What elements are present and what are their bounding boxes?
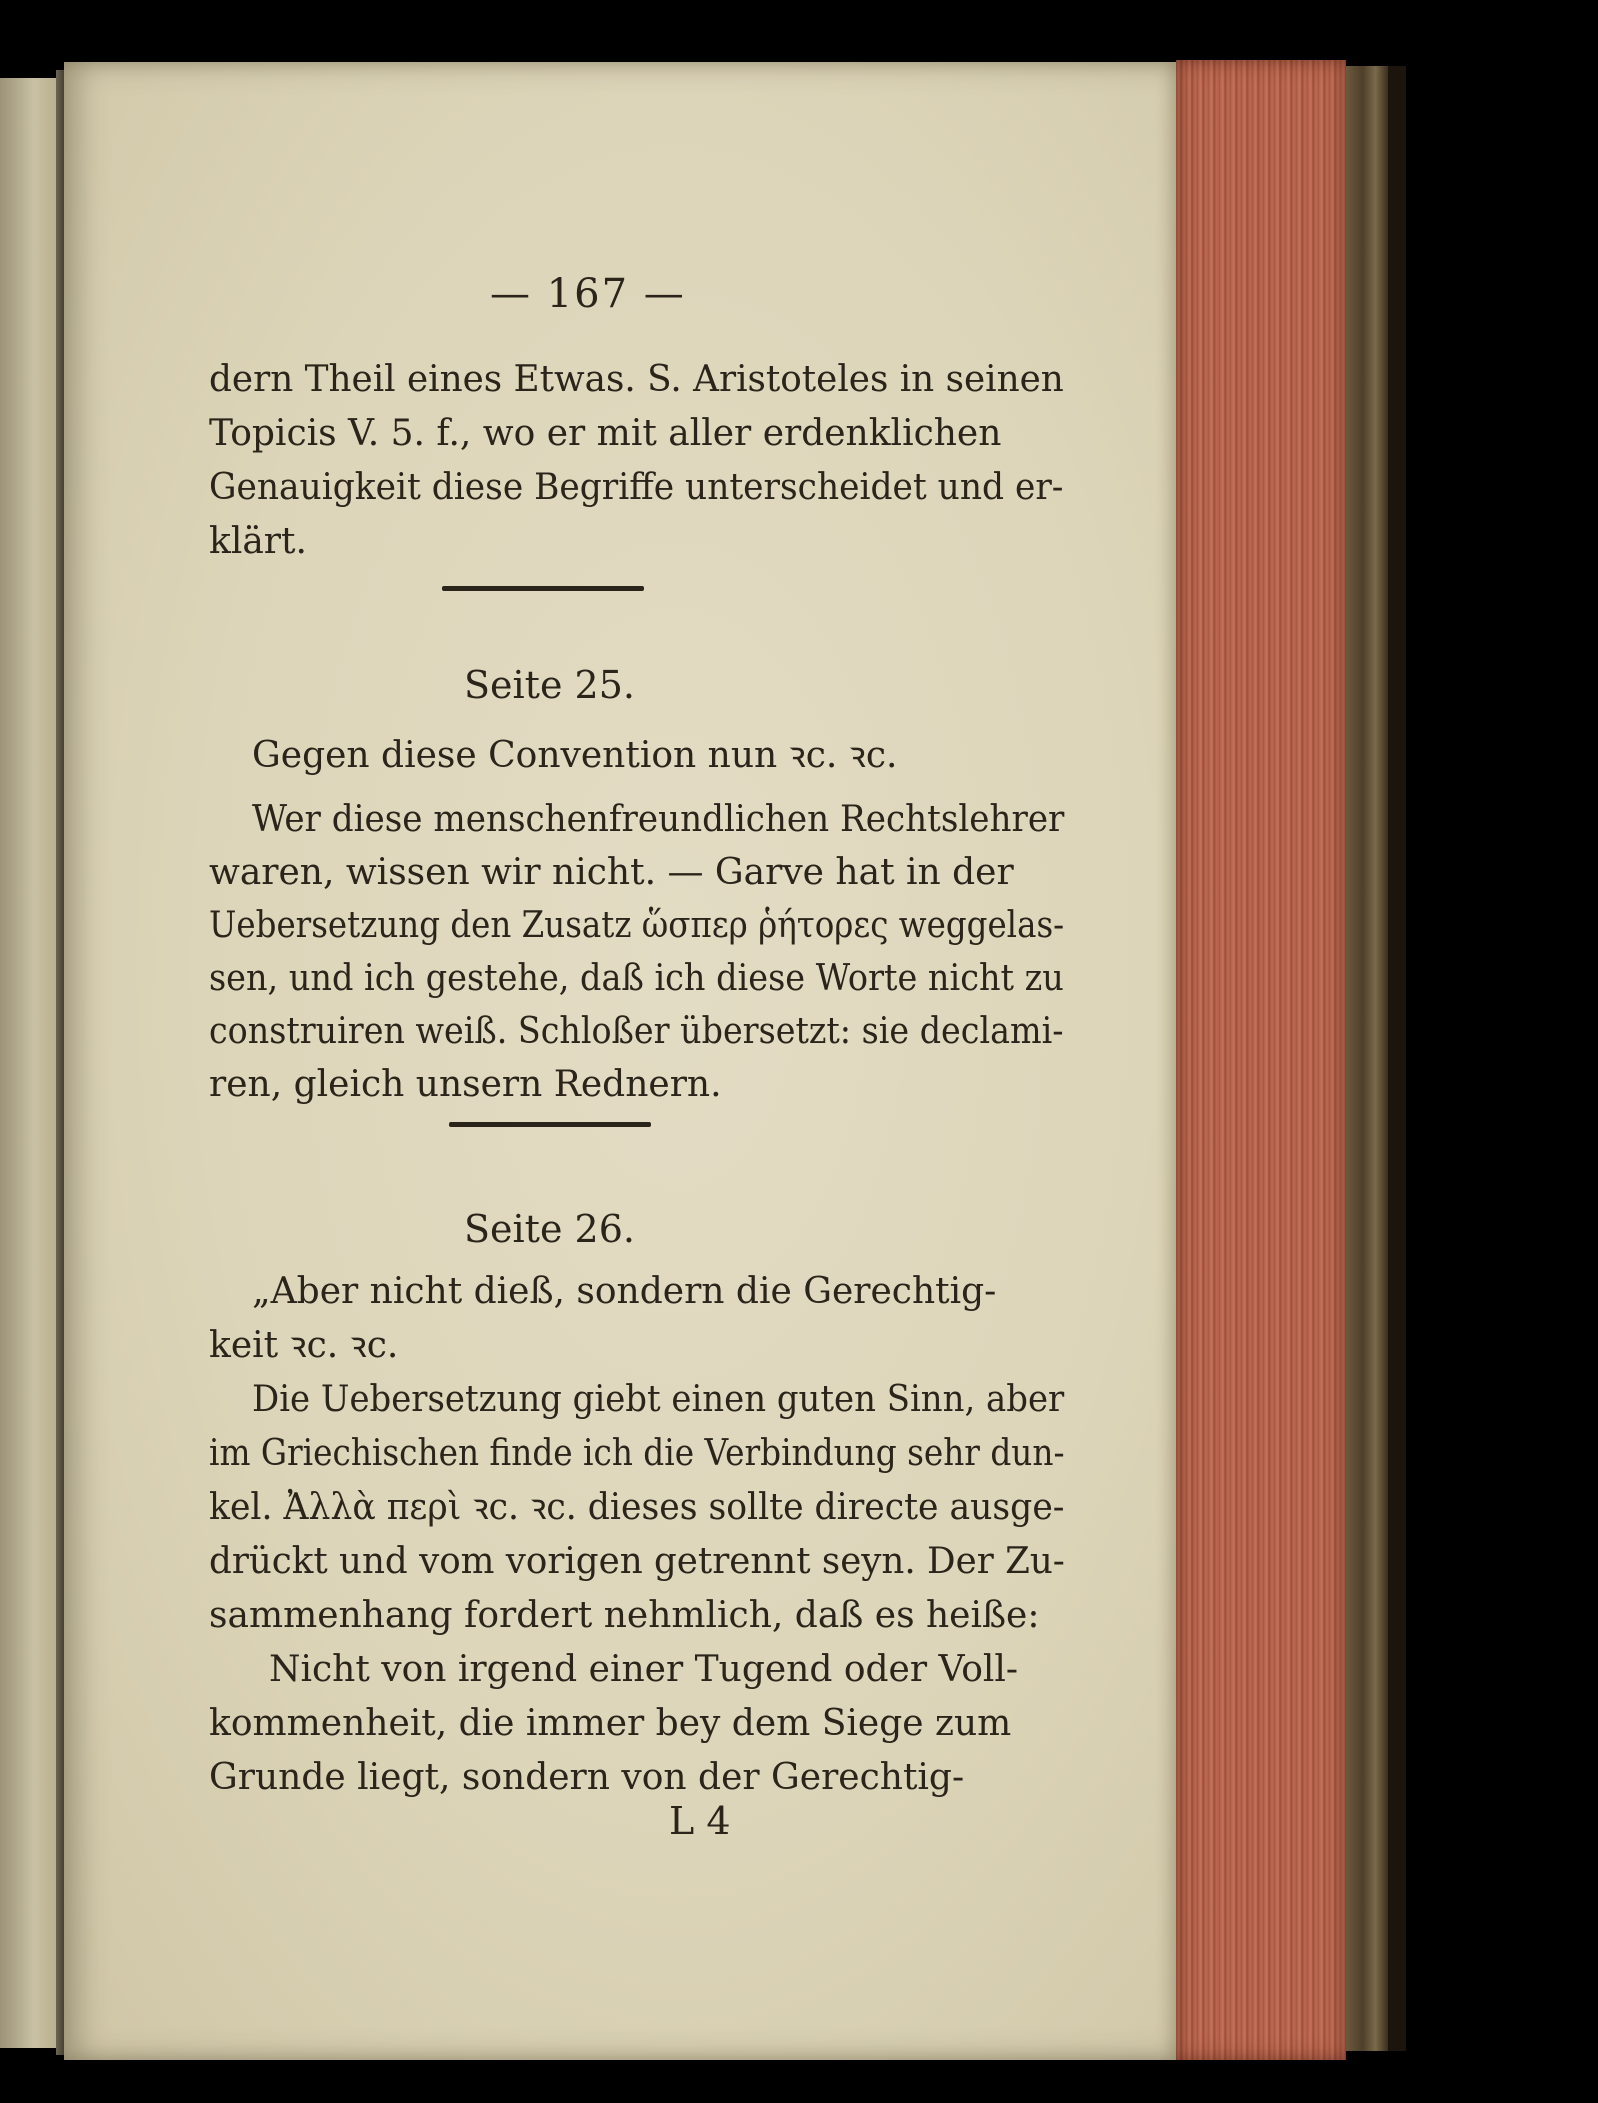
text-line: construiren weiß. Schloßer übersetzt: sie declami- (209, 1011, 1064, 1052)
quoted-line: „Aber nicht dieß, sondern die Gerechtig- (252, 1271, 997, 1312)
section-divider (449, 1122, 651, 1127)
cover-shadow (1388, 66, 1406, 2051)
text-line: kel. Ἀλλὰ περὶ ꝛc. ꝛc. dieses sollte directe ausge- (209, 1487, 1065, 1528)
section-divider (442, 586, 644, 591)
quoted-line: Gegen diese Convention nun ꝛc. ꝛc. (252, 735, 898, 776)
text-line: Genauigkeit diese Begriffe unterscheidet und er- (209, 467, 1064, 508)
section-heading: Seite 25. (464, 663, 635, 707)
printed-page (64, 62, 1176, 2060)
quoted-line: keit ꝛc. ꝛc. (209, 1325, 399, 1366)
text-line: klärt. (209, 521, 307, 562)
text-line: kommenheit, die immer bey dem Siege zum (209, 1703, 1012, 1744)
text-line: Wer diese menschenfreundlichen Rechtslehrer (252, 799, 1065, 840)
text-line: Uebersetzung den Zusatz ὥσπερ ῥήτορες weggelas- (209, 905, 1065, 946)
text-line: dern Theil eines Etwas. S. Aristoteles in seinen (209, 359, 1064, 400)
text-line: Topicis V. 5. f., wo er mit aller erdenklichen (209, 413, 1002, 454)
indented-line: Nicht von irgend einer Tugend oder Voll- (269, 1649, 1019, 1690)
text-line: sammenhang fordert nehmlich, daß es heiße: (209, 1595, 1040, 1636)
book-cover-edge (1346, 66, 1388, 2051)
text-line: Die Uebersetzung giebt einen guten Sinn, aber (252, 1379, 1065, 1420)
text-line: ren, gleich unsern Rednern. (209, 1064, 722, 1105)
text-line: waren, wissen wir nicht. — Garve hat in der (209, 852, 1014, 893)
page-number-header: — 167 — (490, 271, 686, 317)
red-page-edges (1176, 60, 1346, 2060)
text-line: Grunde liegt, sondern von der Gerechtig- (209, 1757, 965, 1798)
text-line: sen, und ich gestehe, daß ich diese Worte nicht zu (209, 958, 1064, 999)
text-line: drückt und vom vorigen getrennt seyn. Der Zu- (209, 1541, 1065, 1582)
printer-signature-mark: L 4 (669, 1799, 731, 1843)
facing-page-edge (0, 78, 62, 2048)
text-line: im Griechischen finde ich die Verbindung sehr dun- (209, 1433, 1065, 1474)
section-heading: Seite 26. (464, 1207, 635, 1251)
